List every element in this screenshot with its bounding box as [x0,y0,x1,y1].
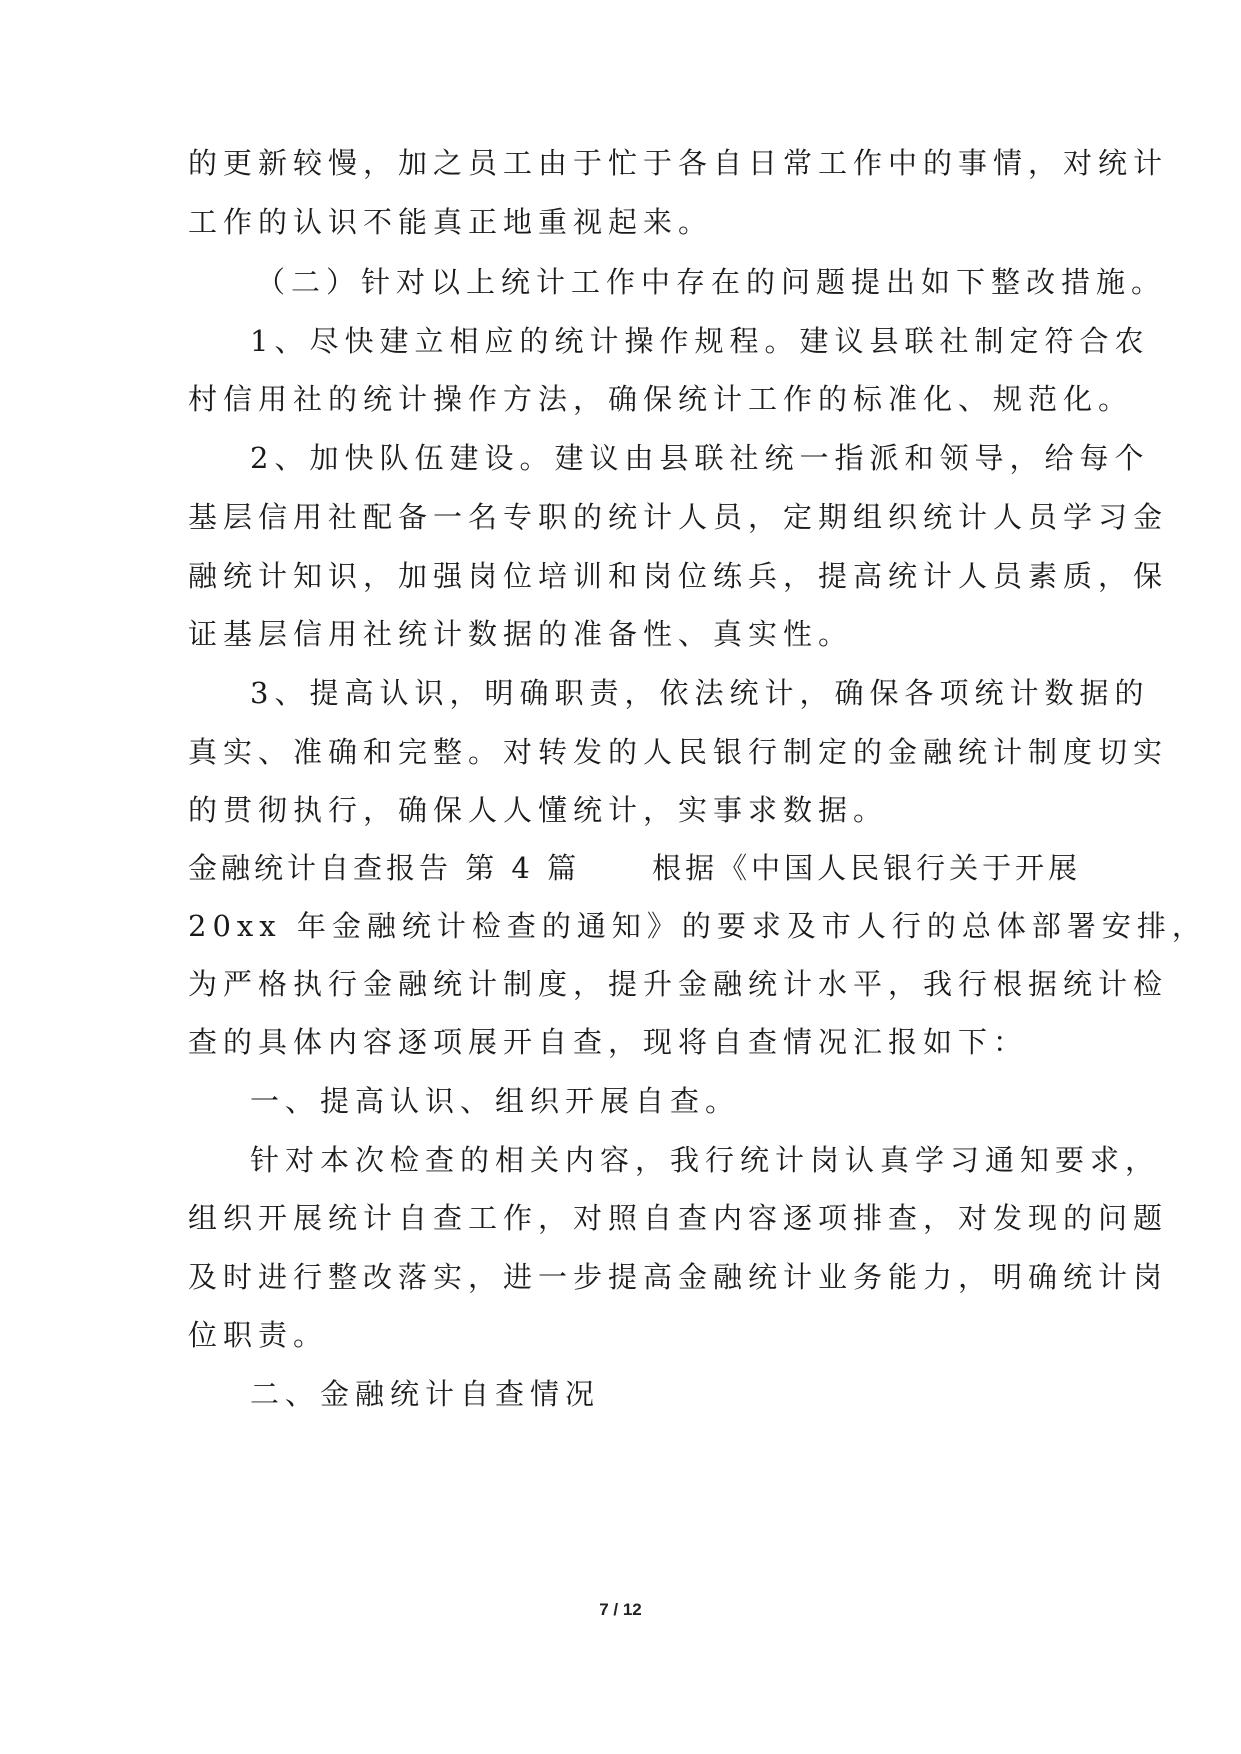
paragraph-line: 真实、准确和完整。对转发的人民银行制定的金融统计制度切实 [188,735,1169,769]
subsection-heading: 二、金融统计自查情况 [250,1377,601,1411]
section-heading [188,848,1082,888]
section-heading-continuation: 根据《中国人民银行关于开展 [652,851,1082,885]
section-heading-title: 金融统计自查报告 第 4 篇 [188,851,581,885]
paragraph-line: 的贯彻执行，确保人人懂统计，实事求数据。 [188,793,889,827]
paragraph-line: 村信用社的统计操作方法，确保统计工作的标准化、规范化。 [188,382,1134,416]
paragraph-line: 针对本次检查的相关内容，我行统计岗认真学习通知要求， [250,1143,1161,1177]
paragraph-line: 组织开展统计自查工作，对照自查内容逐项排查，对发现的问题 [188,1201,1169,1235]
subsection-heading: 一、提高认识、组织开展自查。 [250,1084,741,1118]
section-subheading: （二）针对以上统计工作中存在的问题提出如下整改措施。 [256,265,1167,299]
paragraph-line: 的更新较慢，加之员工由于忙于各自日常工作中的事情，对统计 [188,146,1169,180]
paragraph-line: 工作的认识不能真正地重视起来。 [188,205,714,239]
paragraph-line: 位职责。 [188,1318,329,1352]
list-item-1: 1、尽快建立相应的统计操作规程。建议县联社制定符合农 [250,324,1150,358]
paragraph-line: 查的具体内容逐项展开自查，现将自查情况汇报如下： [188,1025,1029,1059]
paragraph-line: 基层信用社配备一名专职的统计人员，定期组织统计人员学习金 [188,500,1169,534]
paragraph-line: 20xx 年金融统计检查的通知》的要求及市人行的总体部署安排， [188,909,1207,943]
list-item-3: 3、提高认识，明确职责，依法统计，确保各项统计数据的 [250,676,1150,710]
paragraph-line: 及时进行整改落实，进一步提高金融统计业务能力，明确统计岗 [188,1260,1169,1294]
list-item-2: 2、加快队伍建设。建议由县联社统一指派和领导，给每个 [250,441,1150,475]
paragraph-line: 为严格执行金融统计制度，提升金融统计水平，我行根据统计检 [188,967,1169,1001]
page-number: 7 / 12 [599,1600,642,1619]
paragraph-line: 融统计知识，加强岗位培训和岗位练兵，提高统计人员素质，保 [188,559,1169,593]
paragraph-line: 证基层信用社统计数据的准备性、真实性。 [188,617,854,651]
